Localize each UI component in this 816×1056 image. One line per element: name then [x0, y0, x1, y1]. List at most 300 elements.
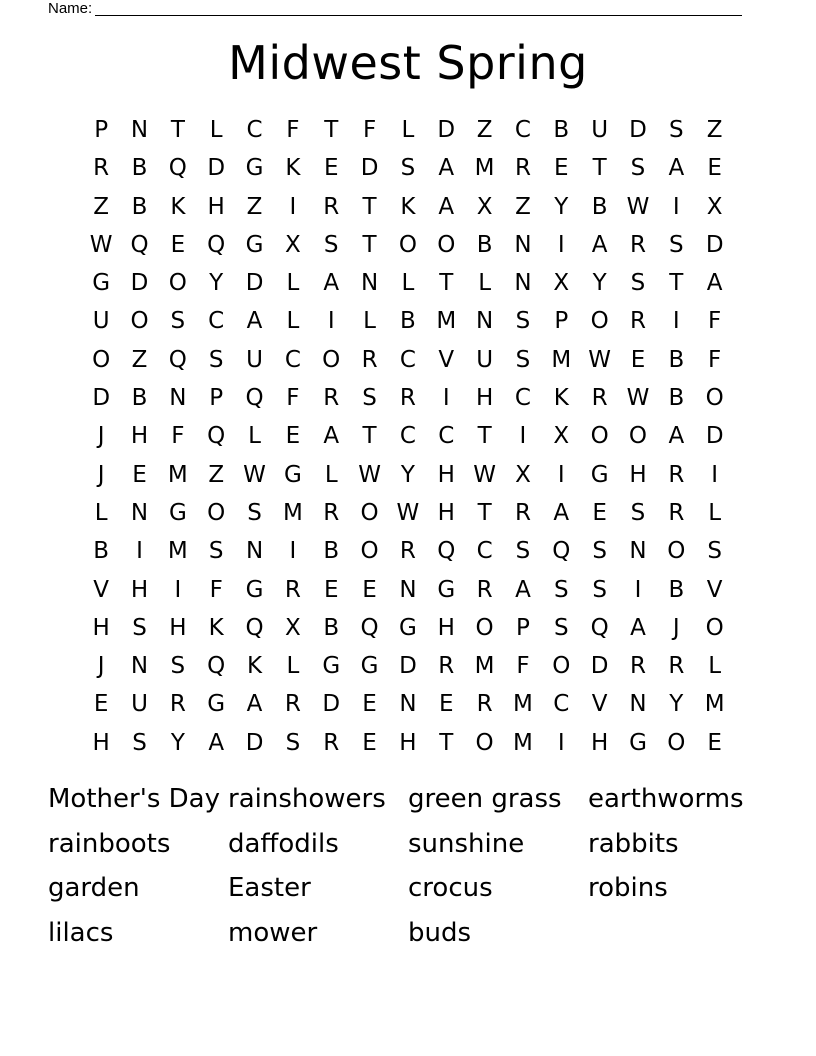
grid-letter[interactable]: C [514, 117, 531, 143]
grid-letter[interactable]: G [245, 155, 264, 182]
grid-letter[interactable]: Z [246, 193, 263, 220]
grid-letter[interactable]: F [708, 308, 722, 335]
grid-letter[interactable]: A [630, 614, 646, 641]
grid-letter[interactable]: W [626, 193, 650, 220]
grid-letter[interactable]: A [438, 193, 455, 220]
grid-letter[interactable]: L [286, 270, 300, 297]
grid-letter[interactable]: M [704, 691, 725, 718]
grid-letter[interactable]: U [92, 308, 110, 335]
name-blank-line[interactable] [95, 0, 742, 16]
grid-letter[interactable]: N [476, 308, 494, 335]
grid-letter[interactable]: Z [208, 461, 225, 488]
grid-letter[interactable]: R [668, 461, 685, 488]
grid-letter[interactable]: S [208, 538, 224, 565]
grid-letter[interactable]: E [362, 729, 377, 756]
grid-letter[interactable]: Y [554, 193, 569, 220]
grid-letter[interactable]: H [130, 576, 149, 603]
grid-letter[interactable]: R [323, 193, 340, 220]
grid-letter[interactable]: G [245, 576, 264, 603]
grid-letter[interactable]: O [322, 346, 341, 373]
grid-letter[interactable]: T [592, 155, 607, 182]
grid-letter[interactable]: C [208, 308, 225, 335]
grid-letter[interactable]: K [285, 155, 301, 182]
grid-letter[interactable]: S [592, 576, 607, 603]
grid-letter[interactable]: C [476, 538, 493, 565]
grid-row [82, 111, 734, 149]
grid-letter[interactable]: H [475, 385, 494, 412]
grid-letter[interactable]: A [323, 423, 340, 450]
grid-letter[interactable]: E [362, 576, 377, 603]
grid-letter[interactable]: S [208, 346, 224, 373]
grid-letter[interactable]: M [167, 538, 188, 565]
word-bank-item: Easter [228, 873, 311, 904]
grid-letter[interactable]: S [669, 231, 684, 258]
grid-letter[interactable]: C [246, 117, 263, 143]
grid-letter[interactable]: L [324, 461, 338, 488]
grid-letter[interactable]: G [283, 461, 302, 488]
grid-letter[interactable]: O [437, 231, 456, 258]
grid-letter[interactable]: M [551, 346, 572, 373]
grid-letter[interactable]: U [246, 346, 263, 373]
grid-letter[interactable]: H [130, 423, 149, 450]
grid-letter[interactable]: S [515, 308, 531, 335]
grid-letter[interactable]: H [437, 614, 455, 641]
grid-letter[interactable]: X [515, 461, 531, 488]
grid-letter[interactable]: R [668, 653, 685, 680]
grid-letter[interactable]: I [557, 729, 565, 756]
grid-letter[interactable]: S [515, 538, 531, 565]
grid-letter[interactable]: P [94, 117, 109, 143]
grid-letter[interactable]: Z [93, 193, 110, 220]
grid-letter[interactable]: Q [130, 231, 149, 258]
grid-letter[interactable]: F [171, 423, 185, 450]
grid-letter[interactable]: I [557, 231, 565, 258]
grid-letter[interactable]: X [553, 270, 570, 297]
grid-letter[interactable]: R [476, 576, 493, 603]
grid-row [82, 494, 734, 532]
grid-letter[interactable]: E [707, 729, 722, 756]
grid-letter[interactable]: R [323, 729, 340, 756]
grid-letter[interactable]: E [323, 155, 339, 182]
grid-letter[interactable]: A [208, 729, 225, 756]
word-bank-item: buds [408, 918, 472, 949]
grid-letter[interactable]: I [634, 576, 642, 603]
grid-letter[interactable]: R [514, 499, 531, 526]
grid-letter[interactable]: B [323, 614, 340, 641]
grid-letter[interactable]: C [399, 346, 416, 373]
grid-letter[interactable]: N [629, 691, 647, 718]
grid-letter[interactable]: Y [170, 729, 185, 756]
grid-letter[interactable]: U [591, 117, 609, 143]
grid-letter[interactable]: S [132, 614, 147, 641]
grid-letter[interactable]: P [554, 308, 569, 335]
grid-letter[interactable]: Q [360, 614, 379, 641]
grid-letter[interactable]: H [629, 461, 647, 488]
grid-letter[interactable]: I [672, 308, 680, 335]
grid-letter[interactable]: Q [437, 538, 456, 565]
grid-letter[interactable]: D [245, 729, 264, 756]
grid-letter[interactable]: K [247, 653, 263, 680]
grid-letter[interactable]: E [170, 231, 186, 258]
grid-letter[interactable]: G [399, 614, 417, 641]
grid-letter[interactable]: L [401, 117, 415, 143]
grid-letter[interactable]: T [170, 117, 185, 143]
grid-letter[interactable]: N [130, 117, 149, 143]
grid-letter[interactable]: W [243, 461, 266, 488]
grid-letter[interactable]: D [705, 231, 724, 258]
grid-letter[interactable]: Y [209, 270, 224, 297]
grid-letter[interactable]: O [705, 614, 724, 641]
grid-row [82, 302, 734, 340]
grid-letter[interactable]: C [438, 423, 455, 450]
grid-letter[interactable]: S [285, 729, 301, 756]
grid-letter[interactable]: I [289, 538, 297, 565]
grid-letter[interactable]: O [667, 729, 686, 756]
grid-letter[interactable]: K [170, 193, 186, 220]
grid-letter[interactable]: T [439, 729, 454, 756]
grid-letter[interactable]: S [553, 614, 569, 641]
grid-letter[interactable]: W [358, 461, 381, 488]
grid-letter[interactable]: S [170, 653, 186, 680]
grid-letter[interactable]: R [361, 346, 378, 373]
grid-letter[interactable]: D [245, 270, 264, 297]
grid-letter[interactable]: C [514, 385, 531, 412]
grid-letter[interactable]: F [708, 346, 722, 373]
grid-letter[interactable]: J [672, 614, 680, 641]
grid-letter[interactable]: Y [400, 461, 415, 488]
grid-letter[interactable]: E [285, 423, 301, 450]
grid-letter[interactable]: U [131, 691, 148, 718]
grid-letter[interactable]: E [132, 461, 147, 488]
grid-letter[interactable]: J [97, 653, 105, 680]
grid-letter[interactable]: L [478, 270, 492, 297]
grid-letter[interactable]: J [97, 423, 105, 450]
grid-letter[interactable]: S [132, 729, 147, 756]
grid-letter[interactable]: R [591, 385, 608, 412]
grid-letter[interactable]: G [245, 231, 264, 258]
grid-letter[interactable]: H [437, 461, 455, 488]
grid-letter[interactable]: N [169, 385, 187, 412]
grid-letter[interactable]: Q [245, 385, 264, 412]
grid-letter[interactable]: R [169, 691, 186, 718]
grid-letter[interactable]: L [209, 117, 223, 143]
grid-letter[interactable]: B [93, 538, 110, 565]
grid-letter[interactable]: B [131, 193, 148, 220]
grid-letter[interactable]: B [476, 231, 493, 258]
grid-letter[interactable]: S [669, 117, 684, 143]
grid-letter[interactable]: Z [131, 346, 148, 373]
grid-letter[interactable]: E [438, 691, 454, 718]
grid-letter[interactable]: O [667, 538, 686, 565]
grid-letter[interactable]: K [400, 193, 416, 220]
grid-letter[interactable]: O [360, 499, 379, 526]
grid-letter[interactable]: S [247, 499, 262, 526]
grid-letter[interactable]: Q [552, 538, 571, 565]
grid-letter[interactable]: D [399, 653, 417, 680]
grid-letter[interactable]: L [286, 653, 300, 680]
grid-letter[interactable]: M [474, 653, 495, 680]
grid-letter[interactable]: V [706, 576, 723, 603]
grid-letter[interactable]: X [476, 193, 493, 220]
grid-letter[interactable]: T [324, 117, 339, 143]
grid-letter[interactable]: H [207, 193, 225, 220]
grid-letter[interactable]: E [554, 155, 569, 182]
grid-letter[interactable]: R [514, 155, 531, 182]
grid-letter[interactable]: I [519, 423, 527, 450]
grid-letter[interactable]: D [629, 117, 647, 143]
grid-letter[interactable]: A [246, 691, 263, 718]
grid-letter[interactable]: S [170, 308, 186, 335]
grid-letter[interactable]: X [285, 231, 301, 258]
grid-letter[interactable]: S [592, 538, 607, 565]
grid-letter[interactable]: R [438, 653, 455, 680]
grid-letter[interactable]: R [629, 308, 646, 335]
grid-letter[interactable]: W [626, 385, 650, 412]
grid-letter[interactable]: X [553, 423, 570, 450]
grid-letter[interactable]: A [438, 155, 455, 182]
grid-letter[interactable]: A [246, 308, 263, 335]
grid-letter[interactable]: E [362, 691, 377, 718]
grid-letter[interactable]: E [93, 691, 109, 718]
grid-letter[interactable]: L [286, 308, 300, 335]
grid-letter[interactable]: S [707, 538, 722, 565]
grid-letter[interactable]: L [401, 270, 415, 297]
grid-letter[interactable]: L [363, 308, 376, 335]
grid-letter[interactable]: Q [168, 155, 187, 182]
grid-letter[interactable]: C [399, 423, 416, 450]
grid-letter[interactable]: E [707, 155, 722, 182]
grid-letter[interactable]: O [552, 653, 571, 680]
grid-letter[interactable]: A [591, 231, 608, 258]
grid-letter[interactable]: F [209, 576, 223, 603]
grid-letter[interactable]: N [245, 538, 264, 565]
grid-letter[interactable]: T [362, 231, 377, 258]
grid-letter[interactable]: I [289, 193, 297, 220]
grid-letter[interactable]: H [92, 614, 110, 641]
grid-letter[interactable]: I [327, 308, 335, 335]
grid-letter[interactable]: T [439, 270, 454, 297]
grid-letter[interactable]: Q [207, 653, 226, 680]
grid-letter[interactable]: G [437, 576, 456, 603]
grid-letter[interactable]: M [436, 308, 457, 335]
grid-letter[interactable]: H [437, 499, 455, 526]
grid-letter[interactable]: B [553, 117, 570, 143]
grid-letter[interactable]: N [514, 270, 532, 297]
grid-letter[interactable]: A [668, 423, 685, 450]
grid-letter[interactable]: B [131, 385, 148, 412]
grid-letter[interactable]: B [668, 576, 685, 603]
grid-letter[interactable]: C [284, 346, 301, 373]
grid-letter[interactable]: O [590, 308, 609, 335]
grid-letter[interactable]: R [284, 691, 301, 718]
grid-letter[interactable]: S [515, 346, 531, 373]
grid-letter[interactable]: O [475, 614, 494, 641]
grid-letter[interactable]: F [286, 385, 300, 412]
grid-letter[interactable]: G [360, 653, 379, 680]
grid-letter[interactable]: W [396, 499, 420, 526]
grid-letter[interactable]: G [92, 270, 111, 297]
grid-row [82, 532, 734, 570]
grid-letter[interactable]: R [629, 653, 646, 680]
grid-letter[interactable]: W [588, 346, 612, 373]
grid-letter[interactable]: S [553, 576, 569, 603]
grid-letter[interactable]: T [669, 270, 684, 297]
grid-letter[interactable]: L [248, 423, 261, 450]
grid-letter[interactable]: Q [207, 423, 226, 450]
grid-letter[interactable]: G [629, 729, 647, 756]
grid-letter[interactable]: H [399, 729, 417, 756]
grid-letter[interactable]: D [590, 653, 609, 680]
grid-letter[interactable]: H [169, 614, 187, 641]
grid-letter[interactable]: Y [669, 691, 684, 718]
grid-letter[interactable]: U [476, 346, 494, 373]
grid-letter[interactable]: B [400, 308, 416, 335]
grid-letter[interactable]: R [668, 499, 685, 526]
grid-letter[interactable]: I [557, 461, 565, 488]
grid-letter[interactable]: J [97, 461, 105, 488]
grid-letter[interactable]: G [168, 499, 187, 526]
grid-letter[interactable]: R [284, 576, 301, 603]
grid-row [82, 226, 734, 264]
grid-letter[interactable]: O [398, 231, 417, 258]
grid-letter[interactable]: F [286, 117, 300, 143]
grid-letter[interactable]: A [323, 270, 340, 297]
grid-letter[interactable]: E [323, 576, 339, 603]
grid-letter[interactable]: P [209, 385, 224, 412]
grid-letter[interactable]: D [92, 385, 111, 412]
grid-letter[interactable]: B [668, 385, 685, 412]
grid-letter[interactable]: R [476, 691, 493, 718]
grid-letter[interactable]: T [477, 423, 492, 450]
grid-letter[interactable]: S [362, 385, 377, 412]
grid-letter[interactable]: R [629, 231, 646, 258]
grid-letter[interactable]: B [668, 346, 685, 373]
grid-letter[interactable]: Q [207, 231, 226, 258]
grid-letter[interactable]: G [207, 691, 226, 718]
grid-letter[interactable]: O [705, 385, 724, 412]
grid-letter[interactable]: A [668, 155, 685, 182]
grid-letter[interactable]: Q [245, 614, 264, 641]
grid-letter[interactable]: R [323, 385, 340, 412]
grid-letter[interactable]: B [131, 155, 148, 182]
grid-letter[interactable]: O [628, 423, 648, 450]
grid-letter[interactable]: S [630, 499, 646, 526]
grid-letter[interactable]: X [285, 614, 301, 641]
grid-letter[interactable]: Z [476, 117, 493, 143]
grid-letter[interactable]: L [708, 653, 722, 680]
grid-letter[interactable]: T [477, 499, 492, 526]
grid-letter[interactable]: O [130, 308, 149, 335]
grid-letter[interactable]: D [360, 155, 379, 182]
grid-letter[interactable]: I [136, 538, 143, 565]
grid-letter[interactable]: F [516, 653, 530, 680]
grid-letter[interactable]: S [323, 231, 339, 258]
grid-letter[interactable]: O [590, 423, 609, 450]
grid-letter[interactable]: N [360, 270, 379, 297]
grid-letter[interactable]: Q [168, 346, 187, 373]
grid-letter[interactable]: D [322, 691, 341, 718]
grid-letter[interactable]: H [92, 729, 110, 756]
grid-letter[interactable]: N [514, 231, 532, 258]
grid-letter[interactable]: B [591, 193, 608, 220]
grid-letter[interactable]: N [130, 499, 149, 526]
grid-letter[interactable]: B [323, 538, 340, 565]
grid-letter[interactable]: I [672, 193, 680, 220]
grid-letter[interactable]: O [207, 499, 226, 526]
grid-letter[interactable]: V [591, 691, 608, 718]
grid-letter[interactable]: Q [590, 614, 609, 641]
grid-letter[interactable]: T [362, 193, 377, 220]
grid-letter[interactable]: A [706, 270, 723, 297]
grid-letter[interactable]: R [399, 385, 416, 412]
grid-letter[interactable]: M [167, 461, 188, 488]
grid-letter[interactable]: A [515, 576, 531, 603]
grid-letter[interactable]: O [475, 729, 494, 756]
grid-letter[interactable]: D [207, 155, 226, 182]
grid-letter[interactable]: D [437, 117, 456, 143]
grid-letter[interactable]: I [174, 576, 182, 603]
grid-letter[interactable]: I [442, 385, 450, 412]
grid-letter[interactable]: A [553, 499, 570, 526]
grid-letter[interactable]: N [629, 538, 647, 565]
grid-letter[interactable]: L [708, 499, 722, 526]
grid-letter[interactable]: N [130, 653, 149, 680]
grid-letter[interactable]: Y [592, 270, 607, 297]
grid-letter[interactable]: T [362, 423, 377, 450]
grid-letter[interactable]: M [513, 729, 533, 756]
grid-letter[interactable]: R [399, 538, 416, 565]
grid-letter[interactable]: M [513, 691, 533, 718]
grid-letter[interactable]: M [474, 155, 495, 182]
grid-letter[interactable]: P [516, 614, 530, 641]
grid-letter[interactable]: W [473, 461, 496, 488]
grid-letter[interactable]: G [590, 461, 609, 488]
grid-letter[interactable]: V [93, 576, 110, 603]
grid-letter[interactable]: D [130, 270, 149, 297]
grid-letter[interactable]: H [590, 729, 609, 756]
grid-letter[interactable]: M [282, 499, 303, 526]
grid-letter[interactable]: K [553, 385, 569, 412]
grid-letter[interactable]: V [438, 346, 455, 373]
grid-letter[interactable]: E [592, 499, 607, 526]
grid-letter[interactable]: Z [515, 193, 531, 220]
grid-letter[interactable]: R [323, 499, 340, 526]
grid-letter[interactable]: I [711, 461, 719, 488]
grid-letter[interactable]: D [705, 423, 724, 450]
grid-letter[interactable]: E [630, 346, 646, 373]
grid-letter[interactable]: O [92, 346, 111, 373]
grid-letter[interactable]: O [360, 538, 379, 565]
grid-row [82, 149, 734, 187]
grid-letter[interactable]: S [630, 155, 646, 182]
grid-letter[interactable]: Z [706, 117, 723, 143]
word-bank-item: mower [228, 918, 318, 949]
grid-letter[interactable]: G [322, 653, 341, 680]
grid-letter[interactable]: F [362, 117, 377, 143]
grid-letter[interactable]: S [400, 155, 416, 182]
grid-letter[interactable]: N [399, 691, 417, 718]
grid-letter[interactable]: N [399, 576, 417, 603]
grid-letter[interactable]: K [208, 614, 224, 641]
grid-letter[interactable]: X [706, 193, 723, 220]
grid-letter[interactable]: L [94, 499, 108, 526]
grid-letter[interactable]: S [630, 270, 646, 297]
grid-letter[interactable]: O [168, 270, 187, 297]
grid-letter[interactable]: W [89, 231, 113, 258]
grid-letter[interactable]: R [93, 155, 110, 182]
word-bank-item: rainboots [48, 828, 171, 859]
grid-letter[interactable]: C [553, 691, 570, 718]
